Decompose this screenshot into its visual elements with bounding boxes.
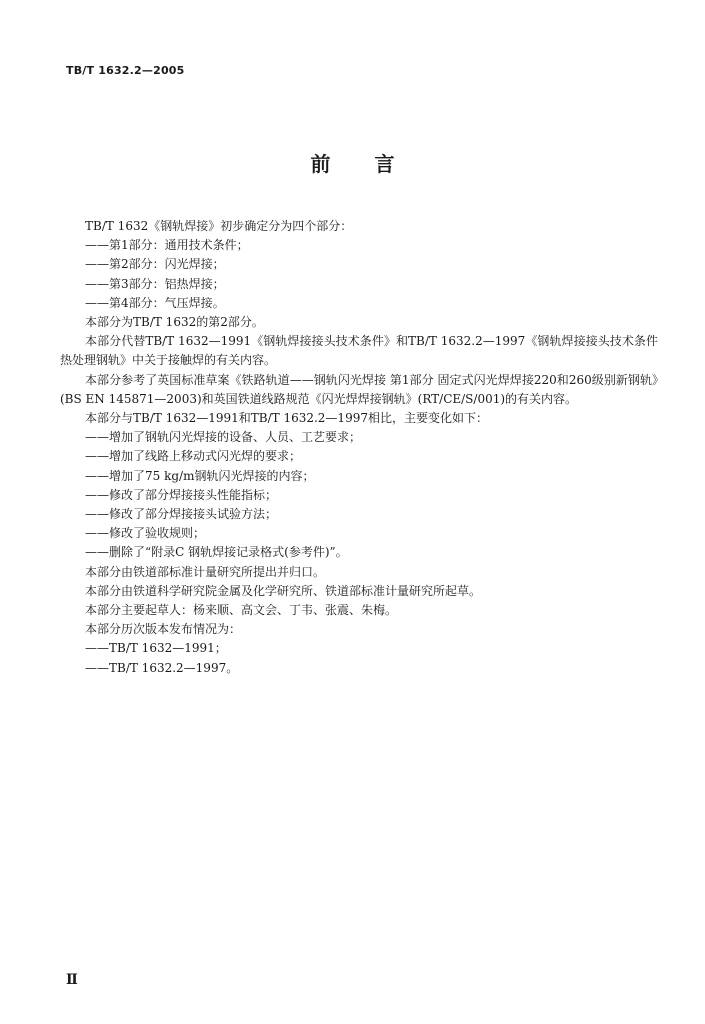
paragraph-references: 本部分参考了英国标准草案《铁路轨道——钢轨闪光焊接 第1部分 固定式闪光焊焊接220和260级别新钢轨》(BS EN 145871—2003)和英国铁道线路规范《闪光焊焊接钢轨》(RT/CE/S/001)的有关内容。: [60, 372, 658, 406]
change-list-item: ——修改了部分焊接接头试验方法；: [85, 507, 278, 522]
paragraph-changes-intro: 本部分与TB/T 1632—1991和TB/T 1632.2—1997相比，主要变化如下：: [85, 411, 488, 426]
history-list-item: ——TB/T 1632—1991；: [85, 641, 227, 656]
part-list-item: ——第3部分：铝热焊接；: [85, 276, 225, 291]
change-list-item: ——增加了线路上移动式闪光焊的要求；: [85, 449, 302, 464]
change-list-item: ——修改了验收规则；: [85, 526, 206, 541]
part-list-item: ——第4部分：气压焊接。: [85, 295, 225, 310]
change-list-item: ——增加了钢轨闪光焊接的设备、人员、工艺要求；: [85, 430, 362, 445]
paragraph-main-drafters: 本部分主要起草人：杨来顺、高文会、丁韦、张震、朱梅。: [85, 603, 398, 618]
history-list-item: ——TB/T 1632.2—1997。: [85, 660, 239, 675]
change-list-item: ——增加了75 kg/m钢轨闪光焊接的内容；: [85, 468, 315, 483]
paragraph-version-history-intro: 本部分历次版本发布情况为：: [85, 622, 242, 637]
paragraph-part-statement: 本部分为TB/T 1632的第2部分。: [85, 315, 264, 330]
part-list-item: ——第2部分：闪光焊接；: [85, 257, 225, 272]
foreword-body: [60, 217, 658, 678]
change-list-item: ——删除了“附录C 钢轨焊接记录格式(参考件)”。: [85, 545, 348, 560]
change-list-item: ——修改了部分焊接接头性能指标；: [85, 487, 278, 502]
paragraph-structure-intro: TB/T 1632《钢轨焊接》初步确定分为四个部分：: [85, 219, 353, 233]
paragraph-replaces: 本部分代替TB/T 1632—1991《钢轨焊接接头技术条件》和TB/T 1632.2—1997《钢轨焊接接头技术条件 热处理钢轨》中关于接触焊的有关内容。: [60, 334, 658, 368]
page-title: 前言: [310, 152, 439, 176]
paragraph-drafted-by: 本部分由铁道科学研究院金属及化学研究所、铁道部标准计量研究所起草。: [85, 583, 482, 598]
page-number: Ⅱ: [66, 972, 78, 988]
paragraph-proposed-by: 本部分由铁道部标准计量研究所提出并归口。: [85, 564, 326, 579]
standard-code-header: TB/T 1632.2—2005: [66, 64, 185, 77]
part-list-item: ——第1部分：通用技术条件；: [85, 238, 249, 253]
